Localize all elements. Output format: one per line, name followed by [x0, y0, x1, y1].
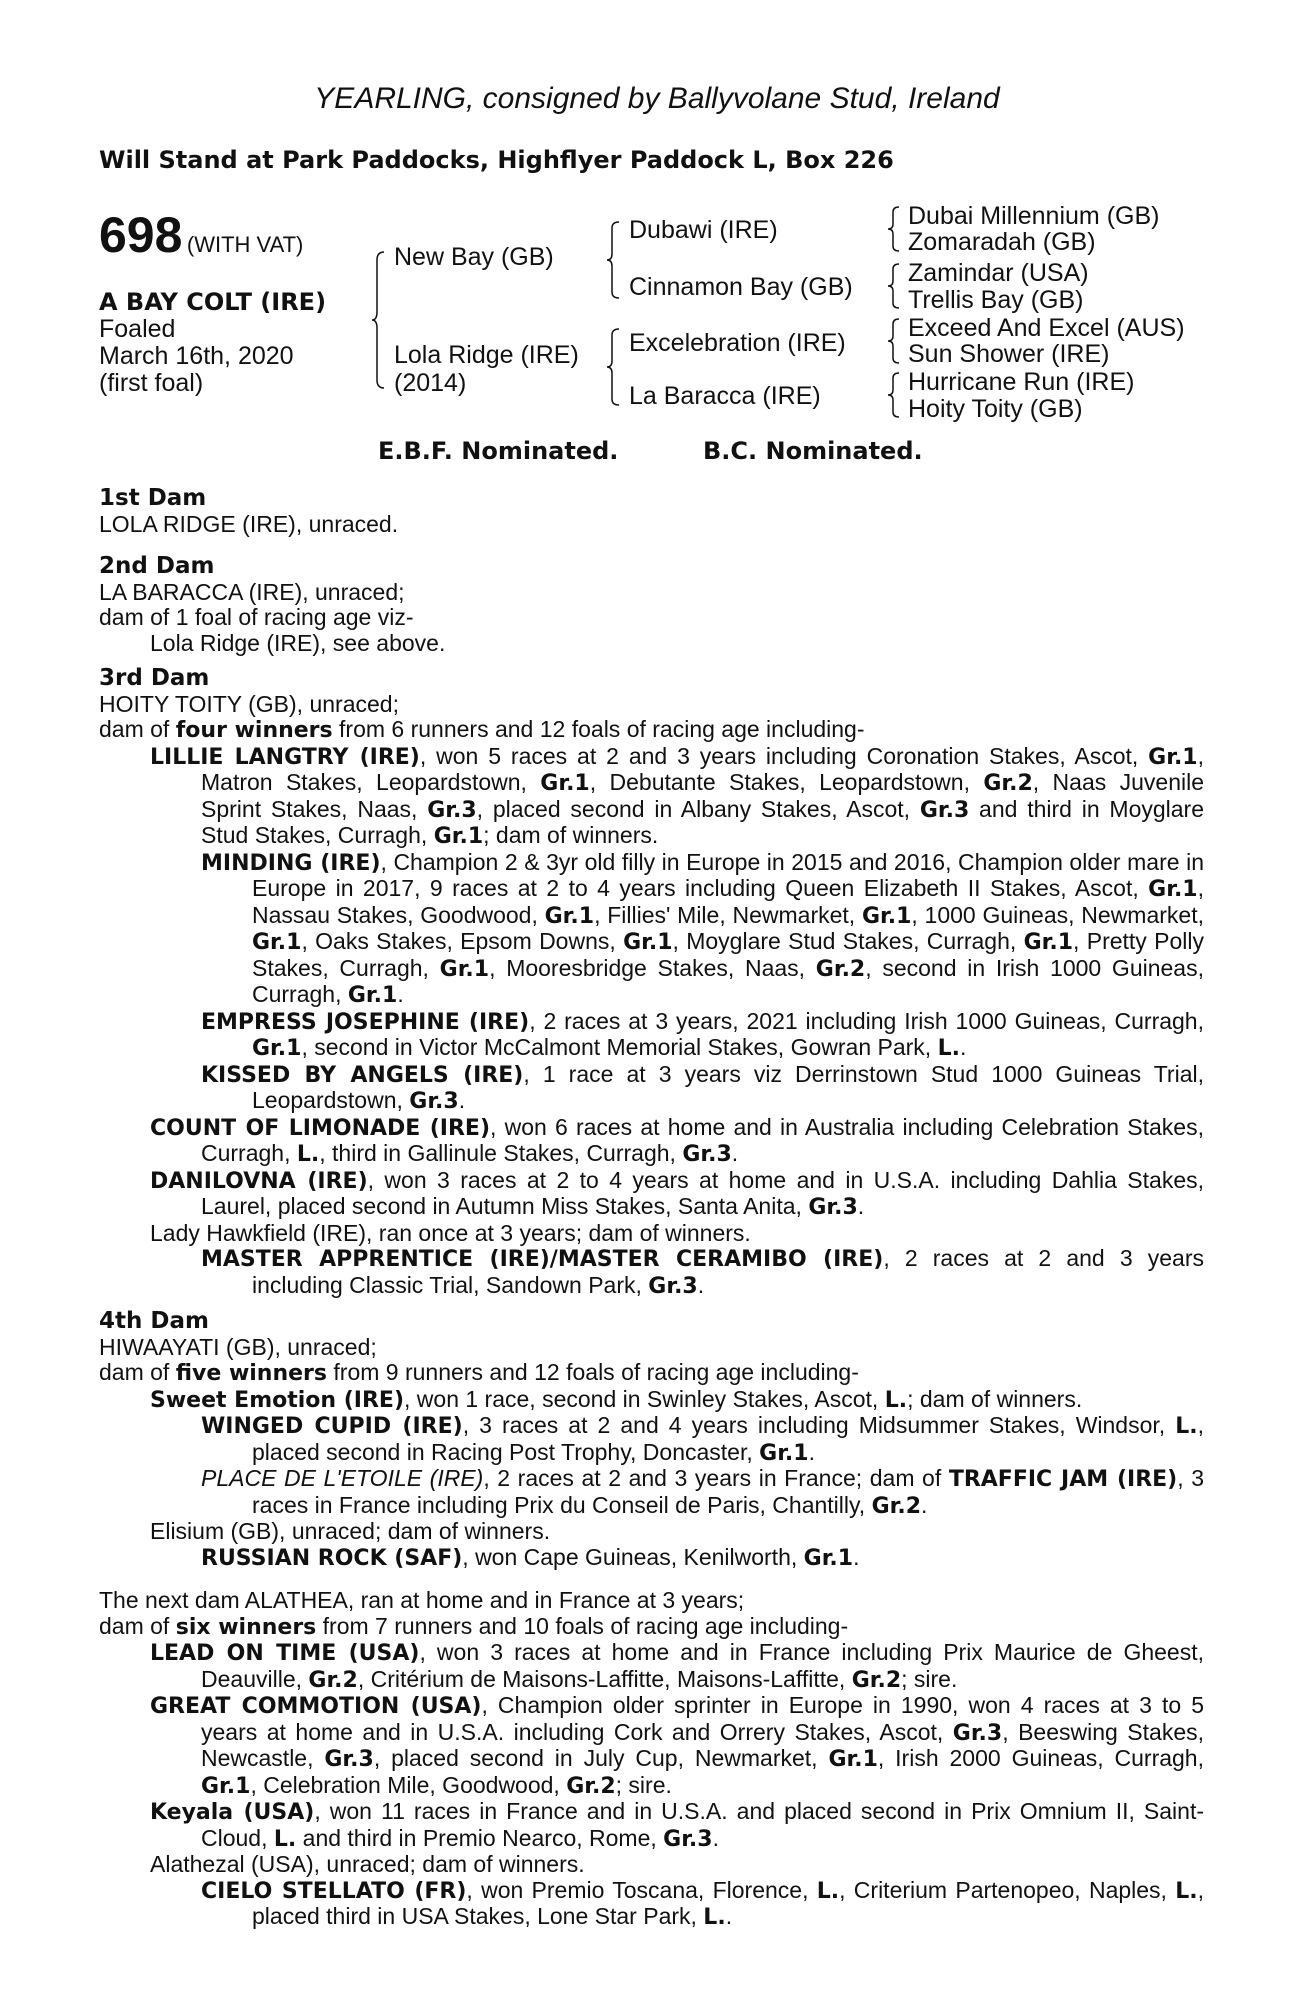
- pedigree-bracket-sd: [886, 262, 900, 315]
- next-dam-line1: The next dam ALATHEA, ran at home and in France at 3 years;: [99, 1587, 745, 1613]
- produce-winged-cupid: WINGED CUPID (IRE), 3 races at 2 and 4 years including Midsummer Stakes, Windsor, L., placed second in Racing Post Trophy, Doncaster, Gr.1.: [201, 1412, 1204, 1466]
- sss-name: Dubai Millennium (GB): [908, 202, 1160, 230]
- produce-keyala: Keyala (USA), won 11 races in France and in U.S.A. and placed second in Prix Omnium II, Saint-Cloud, L. and third in Premio Nearco, Rome, Gr.3.: [150, 1798, 1204, 1852]
- dsd-name: Sun Shower (IRE): [908, 340, 1110, 368]
- dam-sire: Excelebration (IRE): [629, 329, 846, 357]
- produce-sweet-emotion: Sweet Emotion (IRE), won 1 race, second in Swinley Stakes, Ascot, L.; dam of winners.: [150, 1385, 1083, 1413]
- stand-location: Will Stand at Park Paddocks, Highflyer Paddock L, Box 226: [99, 146, 894, 174]
- bracket-glyph: [886, 205, 900, 253]
- produce-danilovna: DANILOVNA (IRE), won 3 races at 2 to 4 years at home and in U.S.A. including Dahlia Stakes, Laurel, placed second in Autumn Miss Stakes, Santa Anita, Gr.3.: [150, 1166, 1204, 1220]
- dam2-line3: Lola Ridge (IRE), see above.: [150, 629, 446, 656]
- dam2-heading: 2nd Dam: [99, 553, 215, 579]
- sire-dam: Cinnamon Bay (GB): [629, 273, 853, 301]
- produce-cielo-stellato: CIELO STELLATO (FR), won Premio Toscana, Florence, L., Criterium Partenopeo, Naples, L., placed third in USA Stakes, Lone Star Park, L..: [201, 1876, 1204, 1930]
- produce-master-apprentice: MASTER APPRENTICE (IRE)/MASTER CERAMIBO (IRE), 2 races at 2 and 3 years including Classic Trial, Sandown Park, Gr.3.: [201, 1245, 1204, 1299]
- foaled-label: Foaled: [99, 315, 176, 343]
- bracket-glyph: [606, 220, 620, 300]
- dam4-line1: HIWAAYATI (GB), unraced;: [99, 1333, 377, 1360]
- dam1-heading: 1st Dam: [99, 485, 207, 511]
- bracket-glyph: [886, 317, 900, 365]
- foal-note: (first foal): [99, 369, 204, 397]
- produce-empress-josephine: EMPRESS JOSEPHINE (IRE), 2 races at 3 years, 2021 including Irish 1000 Guineas, Curragh, Gr.1, second in Victor McCalmont Memorial Stakes, Gowran Park, L..: [201, 1007, 1204, 1061]
- produce-lead-on-time: LEAD ON TIME (USA), won 3 races at home and in France including Prix Maurice de Gheest, Deauville, Gr.2, Critérium de Maisons-Laffitte, Maisons-Laffitte, Gr.2; sire.: [150, 1639, 1204, 1693]
- page-title: YEARLING, consigned by Ballyvolane Stud, Ireland: [314, 82, 1000, 115]
- dam4-heading: 4th Dam: [99, 1308, 209, 1334]
- produce-great-commotion: GREAT COMMOTION (USA), Champion older sprinter in Europe in 1990, won 4 races at 3 to 5 years at home and in U.S.A. including Cork and Orrery Stakes, Ascot, Gr.3, Beeswing Stakes, Newcastle, Gr.3, placed second in July Cup, Newmarket, Gr.1, Irish 2000 Guineas, Curragh, Gr.1, Celebration Mile, Goodwood, Gr.2; sire.: [150, 1692, 1204, 1799]
- dam-dam: La Baracca (IRE): [629, 382, 821, 410]
- ssd-name: Zomaradah (GB): [908, 228, 1096, 256]
- pedigree-bracket-ds: [886, 317, 900, 370]
- lot-number-line: [99, 206, 303, 264]
- lot-name: A BAY COLT (IRE): [99, 288, 327, 316]
- sdd-name: Trellis Bay (GB): [908, 286, 1084, 314]
- produce-lady-hawkfield: Lady Hawkfield (IRE), ran once at 3 years; dam of winners.: [150, 1219, 751, 1246]
- produce-kissed-by-angels: KISSED BY ANGELS (IRE), 1 race at 3 years viz Derrinstown Stud 1000 Guineas Trial, Leopardstown, Gr.3.: [201, 1060, 1204, 1114]
- dam4-line2: dam of five winners from 9 runners and 12 foals of racing age including-: [99, 1359, 859, 1386]
- next-dam-line2: dam of six winners from 7 runners and 10 foals of racing age including-: [99, 1612, 849, 1640]
- sire-name: New Bay (GB): [394, 243, 554, 271]
- dam3-heading: 3rd Dam: [99, 665, 210, 691]
- dam2-line2: dam of 1 foal of racing age viz-: [99, 604, 414, 630]
- foaled-date: March 16th, 2020: [99, 342, 294, 370]
- dss-name: Exceed And Excel (AUS): [908, 314, 1185, 342]
- vat-label: (WITH VAT): [186, 232, 304, 257]
- pedigree-bracket-ss: [886, 205, 900, 258]
- ebf-nomination: E.B.F. Nominated.: [378, 437, 619, 465]
- dam3-line2: dam of four winners from 6 runners and 12 foals of racing age including-: [99, 716, 865, 743]
- sire-sire: Dubawi (IRE): [629, 216, 778, 244]
- bc-nomination: B.C. Nominated.: [703, 437, 923, 465]
- produce-count-of-limonade: COUNT OF LIMONADE (IRE), won 6 races at home and in Australia including Celebration Stakes, Curragh, L., third in Gallinule Stakes, Curragh, Gr.3.: [150, 1113, 1204, 1167]
- pedigree-bracket-dd: [886, 371, 900, 424]
- bracket-glyph: [606, 327, 620, 407]
- pedigree-bracket-dam: [606, 327, 620, 412]
- bracket-glyph: [886, 371, 900, 419]
- catalogue-body: [99, 486, 1204, 1931]
- dam2-line1: LA BARACCA (IRE), unraced;: [99, 578, 405, 605]
- pedigree-bracket-sire: [606, 220, 620, 305]
- produce-place-de-letoile: PLACE DE L'ETOILE (IRE), 2 races at 2 and 3 years in France; dam of TRAFFIC JAM (IRE), 3 races in France including Prix du Conseil de Paris, Chantilly, Gr.2.: [201, 1465, 1204, 1519]
- produce-russian-rock: RUSSIAN ROCK (SAF), won Cape Guineas, Kenilworth, Gr.1.: [201, 1543, 860, 1571]
- produce-alathezal: Alathezal (USA), unraced; dam of winners.: [150, 1851, 585, 1877]
- produce-minding: MINDING (IRE), Champion 2 & 3yr old filly in Europe in 2015 and 2016, Champion older mare in Europe in 2017, 9 races at 2 to 4 years including Queen Elizabeth II Stakes, Ascot, Gr.1, Nassau Stakes, Goodwood, Gr.1, Fillies' Mile, Newmarket, Gr.1, 1000 Guineas, Newmarket, Gr.1, Oaks Stakes, Epsom Downs, Gr.1, Moyglare Stud Stakes, Curragh, Gr.1, Pretty Polly Stakes, Curragh, Gr.1, Mooresbridge Stakes, Naas, Gr.2, second in Irish 1000 Guineas, Curragh, Gr.1.: [201, 848, 1204, 1008]
- dam3-line1: HOITY TOITY (GB), unraced;: [99, 690, 399, 717]
- sds-name: Zamindar (USA): [908, 259, 1089, 287]
- dam-year: (2014): [394, 369, 467, 397]
- bracket-glyph: [371, 250, 385, 390]
- produce-lillie-langtry: LILLIE LANGTRY (IRE), won 5 races at 2 and 3 years including Coronation Stakes, Ascot, Gr.1, Matron Stakes, Leopardstown, Gr.1, Debutante Stakes, Leopardstown, Gr.2, Naas Juvenile Sprint Stakes, Naas, Gr.3, placed second in Albany Stakes, Ascot, Gr.3 and third in Moyglare Stud Stakes, Curragh, Gr.1; dam of winners.: [150, 742, 1204, 849]
- lot-number: 698: [99, 207, 183, 263]
- dam1-text: LOLA RIDGE (IRE), unraced.: [99, 510, 399, 537]
- dam-name: Lola Ridge (IRE): [394, 341, 579, 369]
- dds-name: Hurricane Run (IRE): [908, 368, 1135, 396]
- produce-elisium: Elisium (GB), unraced; dam of winners.: [150, 1518, 551, 1544]
- ddd-name: Hoity Toity (GB): [908, 395, 1083, 423]
- pedigree-bracket-main: [371, 250, 385, 390]
- bracket-glyph: [886, 262, 900, 310]
